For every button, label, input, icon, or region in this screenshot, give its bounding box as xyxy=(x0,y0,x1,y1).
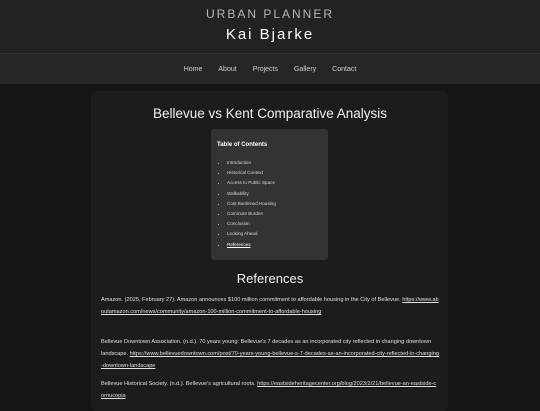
toc-item[interactable] xyxy=(227,229,276,239)
reference-entry xyxy=(101,336,439,372)
toc-item-access-public-space[interactable]: Access to Public Space xyxy=(227,180,276,186)
reference-link[interactable]: https://www.aboutamazon.com/news/community/amazon-100-million-commitment-to-affordable-housing xyxy=(101,297,439,315)
toc-item-looking-ahead[interactable]: Looking Ahead xyxy=(227,231,258,237)
toc-item[interactable] xyxy=(227,178,276,188)
site-name[interactable]: Kai Bjarke xyxy=(225,26,315,43)
reference-entry xyxy=(101,294,439,318)
toc-list xyxy=(217,158,276,250)
nav-projects-link[interactable]: Projects xyxy=(252,65,278,73)
toc-item-references[interactable]: References xyxy=(227,241,251,247)
reference-entry xyxy=(101,378,439,402)
site-header xyxy=(0,0,540,53)
toc-item[interactable] xyxy=(227,199,276,209)
toc-item[interactable] xyxy=(227,158,276,168)
toc-item-introduction[interactable]: Introduction xyxy=(227,160,252,165)
toc-item-cost-burdened-housing[interactable]: Cost Burdened Housing xyxy=(227,200,276,206)
reference-text: Amazon. (2025, February 27). Amazon announces $100 million commitment to affordable housing in the City of Bellevue. xyxy=(101,297,403,303)
toc-item-walkability[interactable]: Walkability xyxy=(227,190,249,196)
nav-about-link[interactable]: About xyxy=(218,65,237,73)
reference-text: Bellevue Historical Society. (n.d.). Bellevue's agricultural roots. xyxy=(101,381,258,387)
site-tagline: URBAN PLANNER xyxy=(205,7,335,21)
reference-link[interactable]: https://eastsideheritagecenter.org/blog/2023/2/21/bellevue-an-eastside-cornucopia xyxy=(101,381,437,399)
nav-home-link[interactable]: Home xyxy=(183,65,203,73)
toc-item[interactable] xyxy=(227,168,276,178)
toc-item[interactable] xyxy=(227,219,276,229)
table-of-contents xyxy=(211,129,328,260)
toc-item[interactable] xyxy=(227,209,276,219)
toc-item[interactable] xyxy=(227,189,276,199)
toc-title: Table of Contents xyxy=(217,142,268,148)
reference-link[interactable]: https://www.bellevuedowntown.com/post/70-years-young-bellevue-s-7-decades-as-an-incorporated-city-reflected-in-changing-downtown-landscape xyxy=(101,351,439,369)
toc-item-historical-context[interactable]: Historical Context xyxy=(227,170,263,176)
main-nav xyxy=(0,53,540,84)
toc-item-commute-burden[interactable]: Commute Burden xyxy=(227,211,264,217)
references-heading: References xyxy=(236,271,304,286)
nav-contact-link[interactable]: Contact xyxy=(332,65,357,73)
nav-gallery-link[interactable]: Gallery xyxy=(293,65,317,73)
toc-item-conclusion[interactable]: Conclusion xyxy=(227,221,250,227)
reference-text: Bellevue Downtown Association. (n.d.). 70 years young: Bellevue's 7 decades as an incorporated city reflected in changing downtown landscape. xyxy=(101,339,432,357)
toc-item[interactable] xyxy=(227,240,276,250)
article-title: Bellevue vs Kent Comparative Analysis xyxy=(152,106,388,121)
